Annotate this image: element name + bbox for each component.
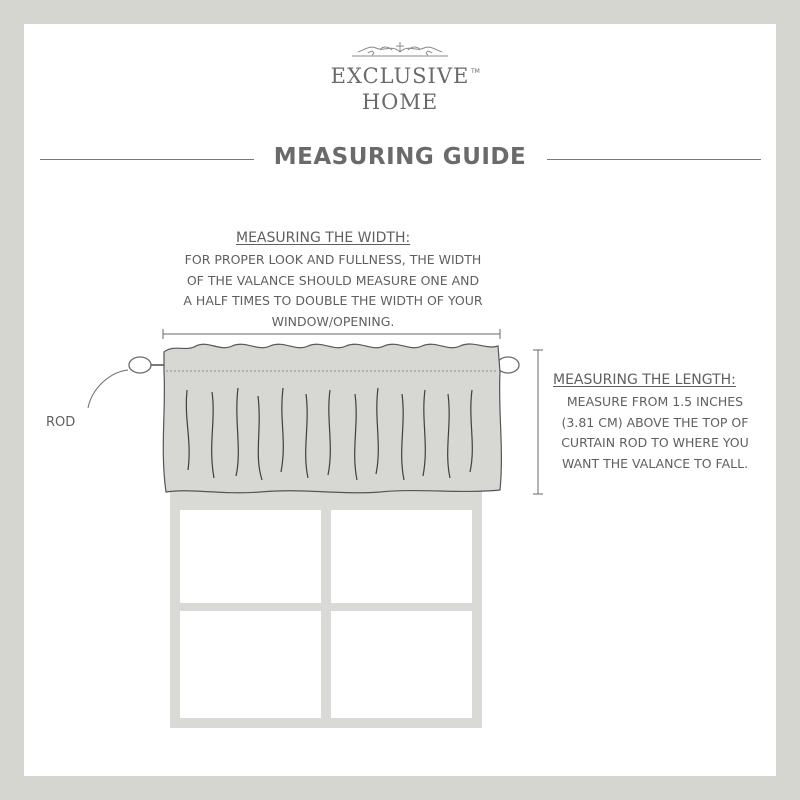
length-dimension-line [533, 350, 543, 494]
length-description: MEASURE FROM 1.5 INCHES (3.81 CM) ABOVE THE TOP OF CURTAIN ROD TO WHERE YOU WANT THE VALANCE TO FALL. [561, 394, 749, 471]
length-heading: MEASURING THE LENGTH: [553, 372, 736, 388]
width-dimension-line [163, 329, 500, 339]
rod-pointer [88, 370, 128, 408]
brand-name-line1: EXCLUSIVE [330, 64, 470, 88]
width-heading: MEASURING THE WIDTH: [236, 230, 411, 246]
rod-label: ROD [46, 415, 76, 430]
window-frame [170, 490, 482, 728]
width-description: FOR PROPER LOOK AND FULLNESS, THE WIDTH OF THE VALANCE SHOULD MEASURE ONE AND A HALF TIMES TO DOUBLE THE WIDTH OF YOUR WINDOW/OPENING. [183, 252, 483, 329]
valance-curtain [163, 344, 501, 493]
page-title: MEASURING GUIDE [273, 144, 527, 170]
trademark-symbol: TM [471, 68, 480, 75]
brand-name-line2: HOME [361, 90, 439, 114]
